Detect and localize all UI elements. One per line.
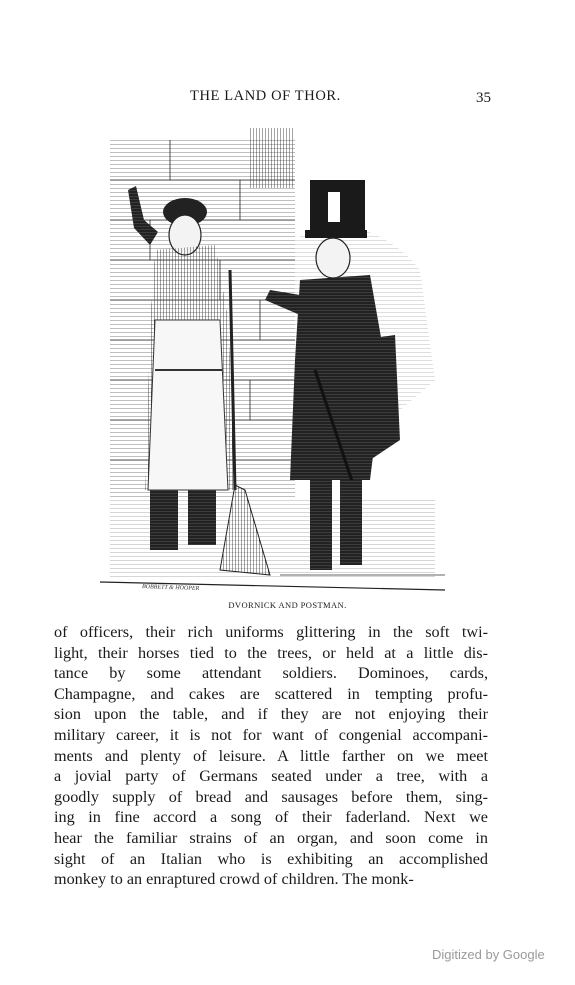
body-line: ments and plenty of leisure. A little farther on we meet bbox=[54, 746, 488, 765]
figure-caption: DVORNICK AND POSTMAN. bbox=[228, 600, 347, 610]
running-title: THE LAND OF THOR. bbox=[190, 88, 341, 104]
body-line: a jovial party of Germans seated under a tree, with a bbox=[54, 767, 488, 786]
page-number: 35 bbox=[476, 90, 491, 106]
body-paragraph bbox=[54, 622, 488, 890]
body-line: hear the familiar strains of an organ, and soon come in bbox=[54, 828, 488, 847]
body-line: Champagne, and cakes are scattered in tempting profu- bbox=[54, 684, 488, 703]
body-line: sion upon the table, and if they are not enjoying their bbox=[54, 705, 488, 724]
body-line: tance by some attendant soldiers. Dominoes, cards, bbox=[54, 664, 488, 683]
body-line: of officers, their rich uniforms glittering in the soft twi- bbox=[54, 623, 488, 641]
body-line: monkey to an enraptured crowd of children. The monk- bbox=[54, 870, 414, 889]
engraving-illustration bbox=[100, 120, 445, 600]
google-watermark: Digitized by Google bbox=[432, 947, 545, 962]
body-line: light, their horses tied to the trees, or held at a little dis- bbox=[54, 643, 488, 662]
body-line: military career, it is not for want of congenial accompani- bbox=[54, 725, 488, 744]
body-line: sight of an Italian who is exhibiting an accomplished bbox=[54, 849, 488, 868]
engraver-signature: BOBBETT & HOOPER bbox=[141, 584, 200, 592]
body-line: goodly supply of bread and sausages before them, sing- bbox=[54, 787, 488, 806]
body-line: ing in fine accord a song of their faderland. Next we bbox=[54, 808, 488, 827]
running-head bbox=[0, 88, 575, 108]
